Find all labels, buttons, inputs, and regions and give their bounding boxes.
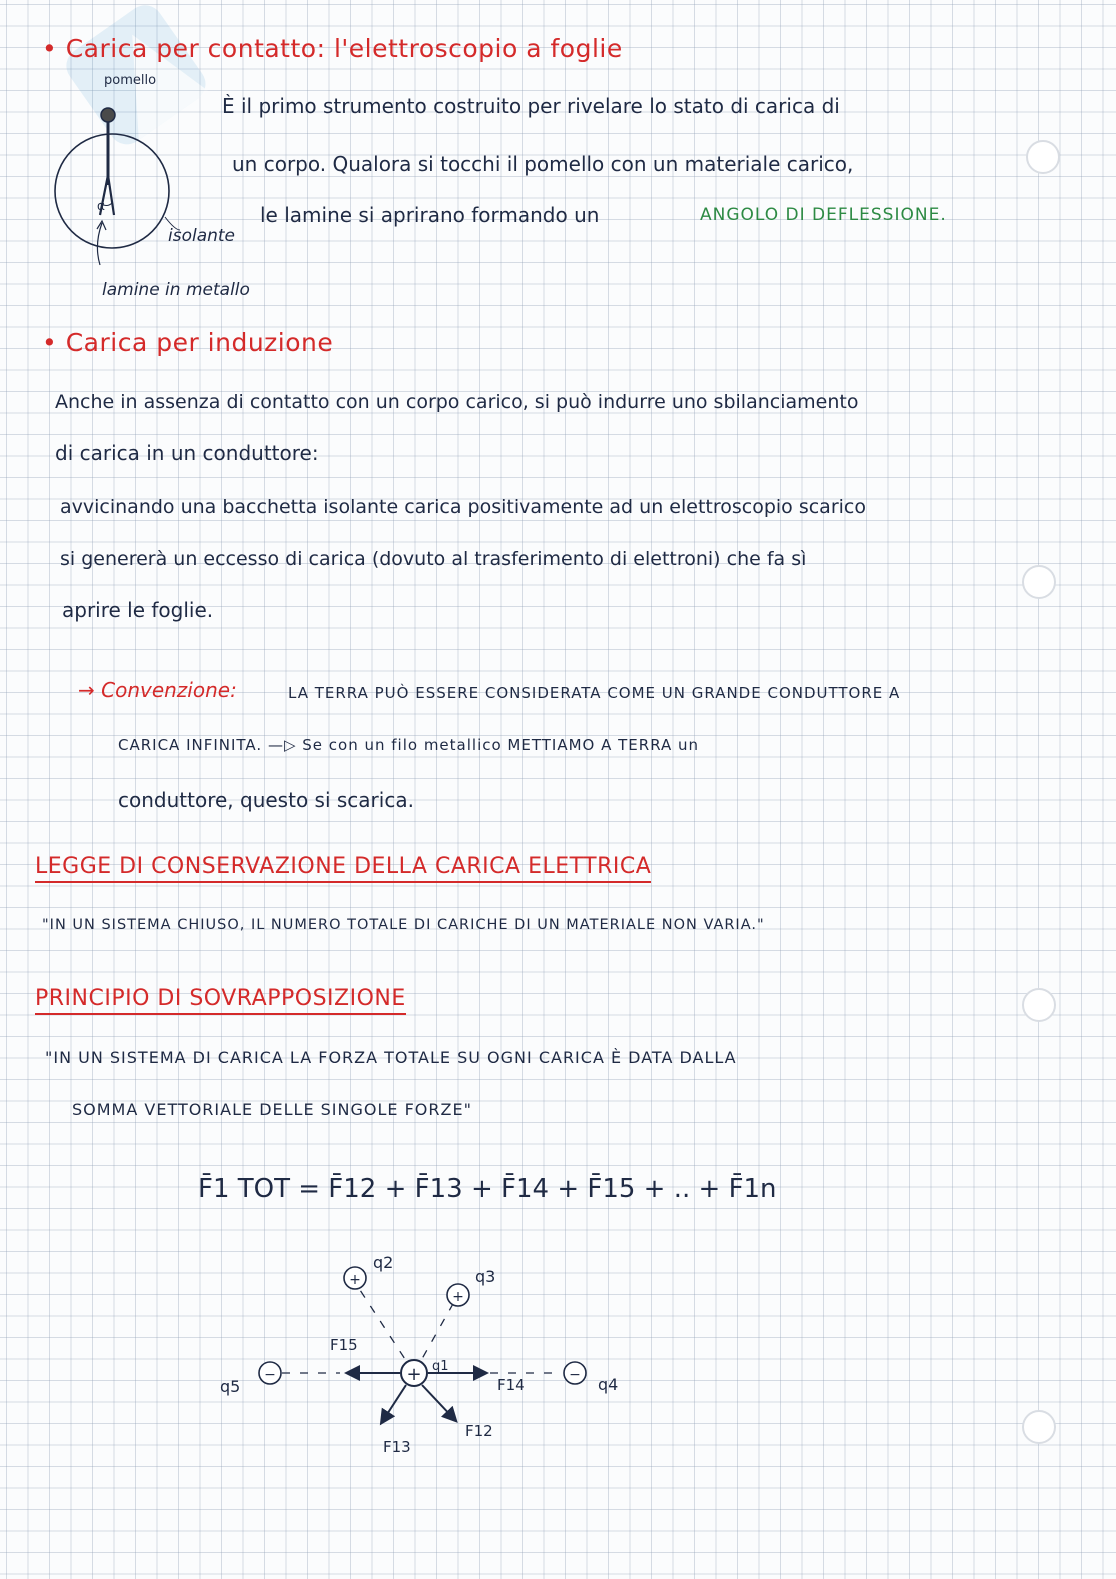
- binder-hole: [1026, 140, 1060, 174]
- sign-q4: −: [569, 1367, 581, 1383]
- heading-carica-contatto: • Carica per contatto: l'elettroscopio a foglie: [42, 34, 623, 63]
- label-q4: q4: [598, 1375, 619, 1394]
- label-alpha: α: [97, 199, 105, 213]
- principio-quote-line1: "IN UN SISTEMA DI CARICA LA FORZA TOTALE SU OGNI CARICA È DATA DALLA: [45, 1048, 737, 1067]
- binder-hole: [1022, 1410, 1056, 1444]
- label-q3: q3: [475, 1267, 496, 1286]
- principio-quote-line2: SOMMA VETTORIALE DELLE SINGOLE FORZE": [72, 1100, 472, 1119]
- induzione-line4: si genererà un eccesso di carica (dovuto al trasferimento di elettroni) che fa sì: [60, 548, 807, 570]
- sign-q5: −: [264, 1367, 276, 1383]
- label-isolante: isolante: [168, 226, 236, 246]
- label-F13: F13: [383, 1438, 411, 1456]
- contatto-text-line2: un corpo. Qualora si tocchi il pomello con un materiale carico,: [232, 152, 854, 176]
- label-F15: F15: [330, 1336, 358, 1354]
- contatto-text-line3: le lamine si aprirano formando un: [260, 203, 600, 227]
- contatto-text-line1: È il primo strumento costruito per rivelare lo stato di carica di: [222, 94, 840, 118]
- convenzione-line3: conduttore, questo si scarica.: [118, 788, 414, 812]
- label-q2: q2: [373, 1253, 394, 1272]
- sign-q3: +: [452, 1289, 464, 1305]
- convenzione-line2: CARICA INFINITA. —▷ Se con un filo metallico METTIAMO A TERRA un: [118, 736, 700, 754]
- induzione-line1: Anche in assenza di contatto con un corpo carico, si può indurre uno sbilanciamento: [55, 391, 859, 413]
- sign-q1: +: [406, 1364, 422, 1385]
- label-lamine: lamine in metallo: [102, 280, 250, 300]
- label-pomello: pomello: [104, 73, 157, 88]
- induzione-line2: di carica in un conduttore:: [55, 441, 319, 465]
- induzione-line5: aprire le foglie.: [62, 598, 214, 622]
- sign-q2: +: [349, 1272, 361, 1288]
- electroscope-diagram: [50, 95, 250, 305]
- binder-hole: [1022, 988, 1056, 1022]
- arrow-F13: [382, 1385, 406, 1422]
- force-superposition-diagram: [200, 1240, 660, 1480]
- convenzione-line1: LA TERRA PUÒ ESSERE CONSIDERATA COME UN GRANDE CONDUTTORE A: [288, 684, 901, 702]
- line-to-q2: [360, 1290, 414, 1373]
- angolo-deflessione-highlight: ANGOLO DI DEFLESSIONE.: [700, 205, 947, 225]
- label-q1: q1: [432, 1359, 449, 1374]
- binder-hole: [1022, 565, 1056, 599]
- heading-legge-conservazione: LEGGE DI CONSERVAZIONE DELLA CARICA ELETTRICA: [35, 856, 651, 883]
- lamine-pointer-arrow: [97, 223, 102, 265]
- induzione-line3: avvicinando una bacchetta isolante carica positivamente ad un elettroscopio scarico: [60, 496, 866, 518]
- legge-quote: "IN UN SISTEMA CHIUSO, IL NUMERO TOTALE DI CARICHE DI UN MATERIALE NON VARIA.": [42, 917, 765, 933]
- pomello-knob: [101, 108, 115, 122]
- convenzione-label: → Convenzione:: [78, 678, 237, 702]
- isolante-enclosure: [55, 134, 169, 248]
- label-F12: F12: [465, 1422, 493, 1440]
- superposition-formula: F̄1 TOT = F̄12 + F̄13 + F̄14 + F̄15 + .. + F̄1n: [198, 1174, 777, 1204]
- arrow-F12: [422, 1385, 455, 1420]
- label-F14: F14: [497, 1376, 525, 1394]
- label-q5: q5: [220, 1377, 241, 1396]
- lamina-right: [108, 175, 114, 215]
- heading-carica-induzione: • Carica per induzione: [42, 328, 334, 357]
- heading-principio-sovrapposizione: PRINCIPIO DI SOVRAPPOSIZIONE: [35, 988, 406, 1015]
